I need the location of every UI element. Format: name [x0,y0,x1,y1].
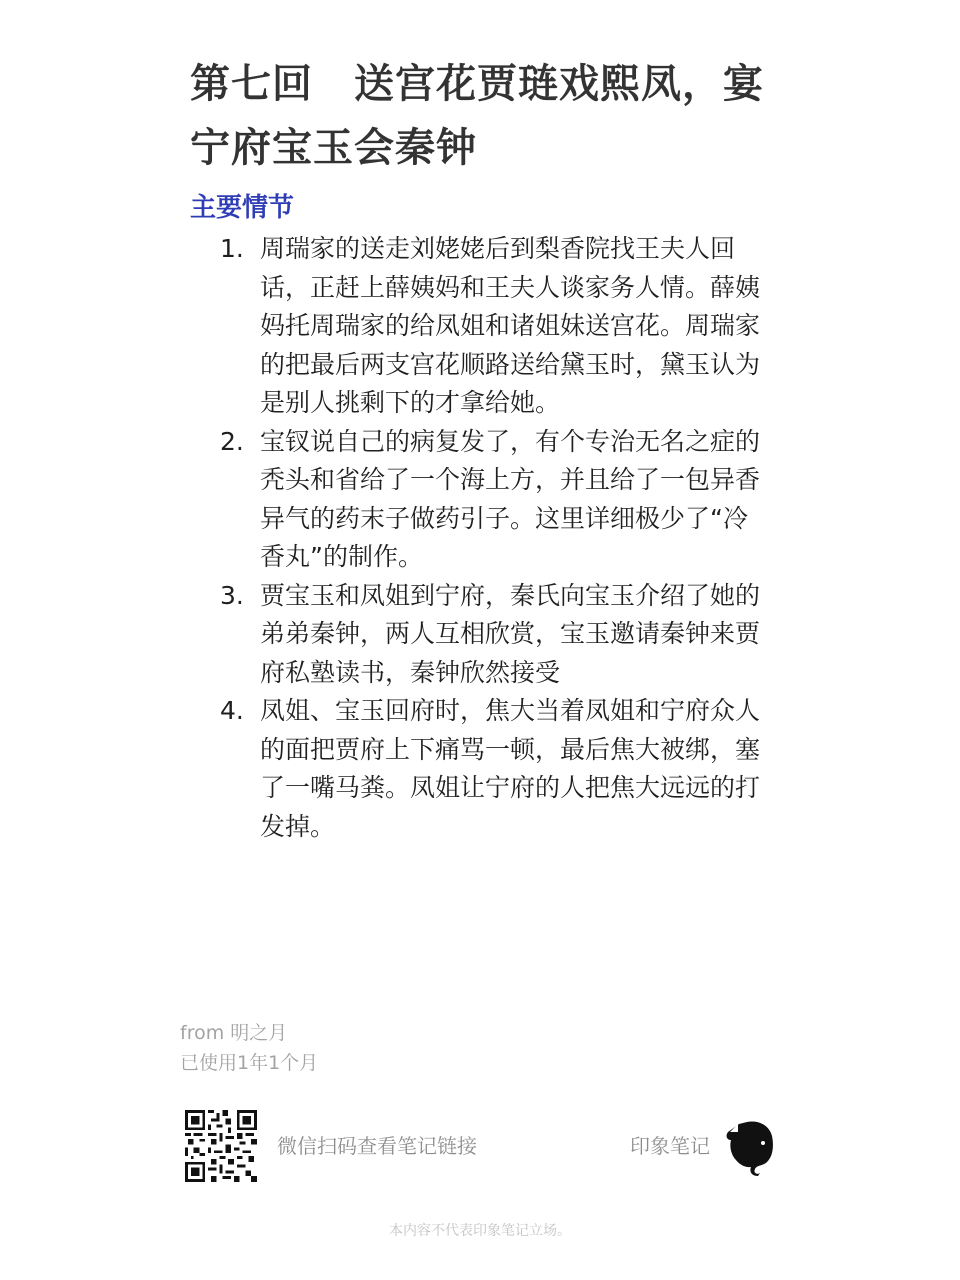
list-text: 宝钗说自己的病复发了，有个专治无名之症的秃头和省给了一个海上方，并且给了一包异香异气的药末子做药引子。这里详细极少了“冷香丸”的制作。 [260,426,761,571]
evernote-elephant-icon [725,1118,775,1176]
brand-name: 印象笔记 [630,1134,710,1158]
list-item [220,423,760,577]
usage-line: 已使用1年1个月 [180,1052,319,1074]
list-item [220,230,760,423]
plot-list [220,230,760,846]
page-title: 第七回 送宫花贾琏戏熙凤，宴宁府宝玉会秦钟 [190,61,764,171]
footer-bar [185,1110,775,1182]
list-text: 凤姐、宝玉回府时，焦大当着凤姐和宁府众人的面把贾府上下痛骂一顿，最后焦大被绑，塞了一嘴马粪。凤姐让宁府的人把焦大远远的打发掉。 [260,696,761,841]
list-number: 2. [220,426,244,456]
list-number: 4. [220,696,244,725]
list-item [220,692,760,846]
note-meta [180,1018,318,1078]
qr-code-icon[interactable] [185,1110,257,1182]
list-number: 3. [220,580,244,610]
author-line: from 明之月 [180,1022,288,1044]
list-item [220,577,760,693]
list-text: 周瑞家的送走刘姥姥后到梨香院找王夫人回话，正赶上薛姨妈和王夫人谈家务人情。薛姨妈托周瑞家的给凤姐和诸姐妹送宫花。周瑞家的把最后两支宫花顺路送给黛玉时，黛玉认为是别人挑剩下的才拿给她。 [260,234,761,417]
section-heading: 主要情节 [190,193,295,223]
list-text: 贾宝玉和凤姐到宁府，秦氏向宝玉介绍了她的弟弟秦钟，两人互相欣赏，宝玉邀请秦钟来贾府私塾读书，秦钟欣然接受 [260,580,761,687]
scan-instruction: 微信扫码查看笔记链接 [277,1134,477,1158]
list-number: 1. [220,234,244,263]
disclaimer: 本内容不代表印象笔记立场。 [389,1223,571,1239]
